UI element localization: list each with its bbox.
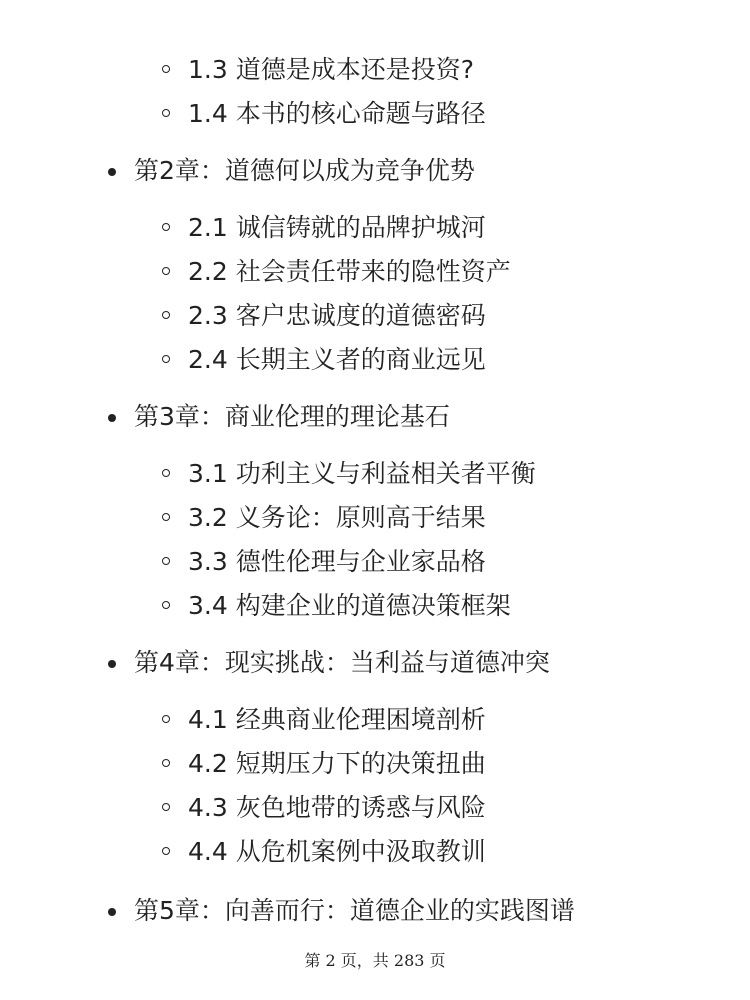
hollow-bullet-icon: [162, 557, 170, 565]
toc-section-label: 1.3 道德是成本还是投资?: [188, 55, 474, 84]
filled-bullet-icon: [108, 908, 116, 916]
filled-bullet-icon: [108, 168, 116, 176]
hollow-bullet-icon: [162, 311, 170, 319]
hollow-bullet-icon: [162, 847, 170, 855]
toc-chapter-label: 第2章：道德何以成为竞争优势: [134, 156, 475, 185]
filled-bullet-icon: [108, 660, 116, 668]
page-number-footer: 第 2 页，共 283 页: [304, 951, 446, 970]
toc-section-label: 2.3 客户忠诚度的道德密码: [188, 301, 486, 330]
toc-chapter-label: 第5章：向善而行：道德企业的实践图谱: [134, 896, 575, 925]
toc-section-label: 2.2 社会责任带来的隐性资产: [188, 257, 511, 286]
toc-section-label: 3.4 构建企业的道德决策框架: [188, 591, 511, 620]
hollow-bullet-icon: [162, 267, 170, 275]
toc-section-label: 3.3 德性伦理与企业家品格: [188, 547, 486, 576]
toc-chapter-label: 第4章：现实挑战：当利益与道德冲突: [134, 648, 550, 677]
toc-section-label: 4.2 短期压力下的决策扭曲: [188, 749, 486, 778]
hollow-bullet-icon: [162, 65, 170, 73]
toc-section-label: 3.2 义务论：原则高于结果: [188, 503, 486, 532]
hollow-bullet-icon: [162, 469, 170, 477]
toc-section-label: 2.1 诚信铸就的品牌护城河: [188, 213, 486, 242]
toc-section-label: 2.4 长期主义者的商业远见: [188, 345, 486, 374]
toc-chapter-label: 第3章：商业伦理的理论基石: [134, 402, 450, 431]
toc-section-label: 4.1 经典商业伦理困境剖析: [188, 705, 486, 734]
hollow-bullet-icon: [162, 355, 170, 363]
hollow-bullet-icon: [162, 803, 170, 811]
hollow-bullet-icon: [162, 601, 170, 609]
hollow-bullet-icon: [162, 109, 170, 117]
toc-section-label: 3.1 功利主义与利益相关者平衡: [188, 459, 536, 488]
hollow-bullet-icon: [162, 223, 170, 231]
hollow-bullet-icon: [162, 715, 170, 723]
filled-bullet-icon: [108, 414, 116, 422]
toc-section-label: 4.3 灰色地带的诱惑与风险: [188, 793, 486, 822]
hollow-bullet-icon: [162, 759, 170, 767]
toc-section-label: 1.4 本书的核心命题与路径: [188, 99, 486, 128]
toc-section-label: 4.4 从危机案例中汲取教训: [188, 837, 486, 866]
hollow-bullet-icon: [162, 513, 170, 521]
